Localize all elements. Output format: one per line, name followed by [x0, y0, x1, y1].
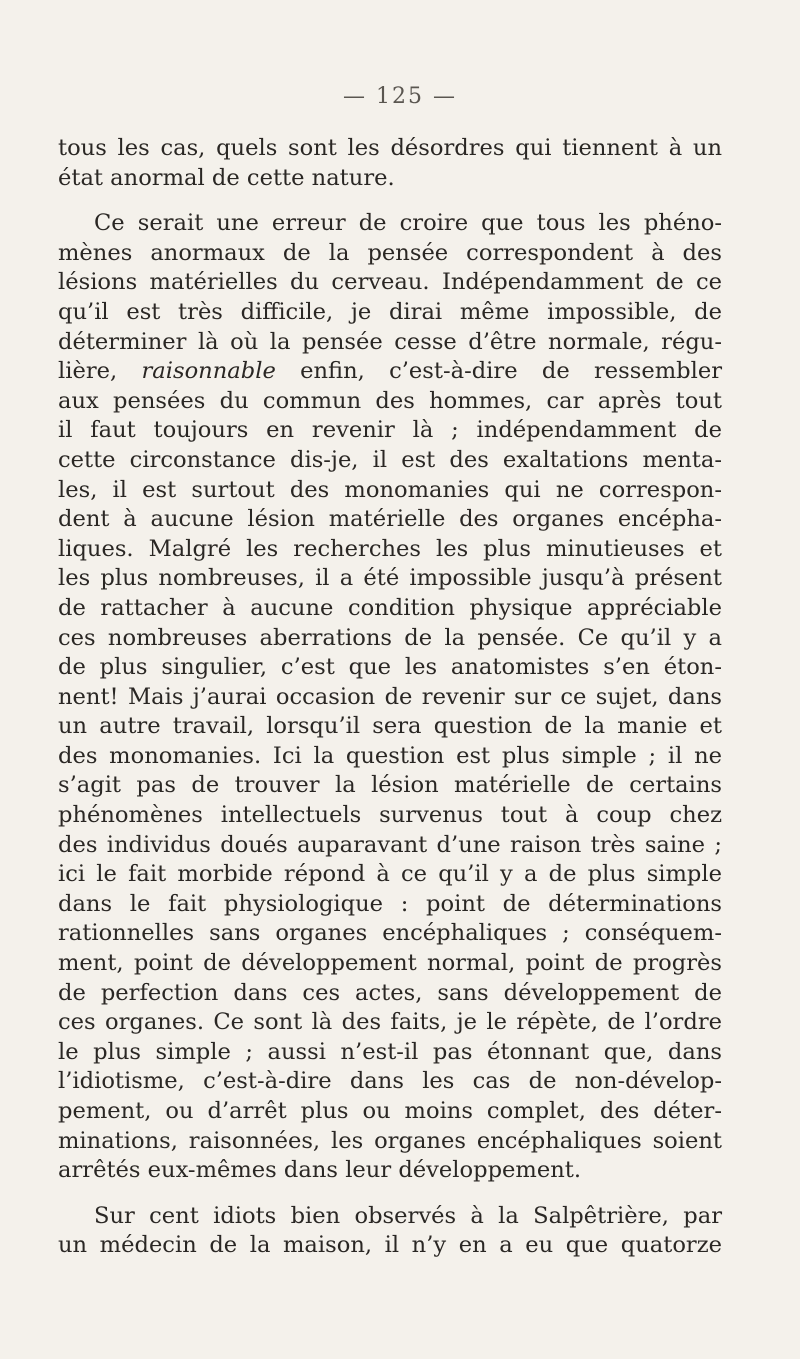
text-line: un autre travail, lorsqu’il sera question de la manie et	[58, 713, 722, 740]
text-line: rationnelles sans organes encéphaliques ; conséquem-	[58, 920, 722, 947]
text-line: de plus singulier, c’est que les anatomistes s’en éton-	[58, 654, 722, 681]
text-line: les plus nombreuses, il a été impossible jusqu’à présent	[58, 565, 722, 592]
page-number: — 125 —	[343, 84, 457, 109]
italic-word: raisonnable	[141, 358, 276, 385]
text-line: l’idiotisme, c’est-à-dire dans les cas de non-dévelop-	[58, 1068, 722, 1095]
text-line: cette circonstance dis-je, il est des exaltations menta-	[58, 446, 722, 473]
text-line: des monomanies. Ici la question est plus simple ; il ne	[58, 742, 722, 769]
text-line: lésions matérielles du cerveau. Indépendamment de ce	[58, 269, 722, 296]
paragraph-gap	[58, 193, 722, 209]
text-line: aux pensées du commun des hommes, car après tout	[58, 387, 722, 414]
text-line: des individus doués auparavant d’une raison très saine ;	[58, 831, 722, 858]
text-line: qu’il est très difficile, je dirai même impossible, de	[58, 298, 722, 325]
text-line: nent! Mais j’aurai occasion de revenir sur ce sujet, dans	[58, 683, 722, 710]
paragraph	[58, 209, 722, 1186]
text-line: de rattacher à aucune condition physique appréciable	[58, 594, 722, 621]
paragraph	[58, 134, 722, 193]
text-fragment: enfin, c’est-à-dire de ressembler	[275, 358, 722, 385]
text-line: le plus simple ; aussi n’est-il pas étonnant que, dans	[58, 1038, 722, 1065]
text-line: liques. Malgré les recherches les plus minutieuses et	[58, 535, 722, 562]
text-line: Ce serait une erreur de croire que tous les phéno-	[94, 210, 722, 237]
text-line	[58, 357, 722, 387]
text-line: Sur cent idiots bien observés à la Salpêtrière, par	[94, 1202, 722, 1229]
text-line: phénomènes intellectuels survenus tout à coup chez	[58, 802, 722, 829]
text-line: minations, raisonnées, les organes encéphaliques soient	[58, 1127, 722, 1154]
text-line: les, il est surtout des monomanies qui ne correspon-	[58, 476, 722, 503]
text-line: ment, point de développement normal, point de progrès	[58, 950, 722, 977]
text-line: ces organes. Ce sont là des faits, je le répète, de l’ordre	[58, 1009, 722, 1036]
body-text	[58, 134, 722, 1261]
text-line: pement, ou d’arrêt plus ou moins complet, des déter-	[58, 1098, 722, 1124]
text-line: dans le fait physiologique : point de déterminations	[58, 890, 722, 917]
text-line: dent à aucune lésion matérielle des organes encépha-	[58, 506, 722, 533]
text-line: tous les cas, quels sont les désordres qui tiennent à un	[58, 135, 722, 161]
paragraph	[58, 1202, 722, 1261]
text-line: déterminer là où la pensée cesse d’être normale, régu-	[58, 328, 722, 355]
text-line: ces nombreuses aberrations de la pensée. Ce qu’il y a	[58, 624, 722, 651]
text-fragment: lière,	[58, 358, 118, 385]
text-line: arrêtés eux-mêmes dans leur développement.	[58, 1157, 582, 1184]
text-line: un médecin de la maison, il n’y en a eu que quatorze	[58, 1232, 722, 1259]
paragraph-gap	[58, 1186, 722, 1202]
text-line: ici le fait morbide répond à ce qu’il y a de plus simple	[58, 861, 722, 888]
text-line: état anormal de cette nature.	[58, 164, 395, 191]
text-line: s’agit pas de trouver la lésion matérielle de certains	[58, 772, 722, 799]
text-line: il faut toujours en revenir là ; indépendamment de	[58, 417, 722, 444]
text-line: mènes anormaux de la pensée correspondent à des	[58, 239, 722, 266]
text-line: de perfection dans ces actes, sans développement de	[58, 979, 722, 1006]
